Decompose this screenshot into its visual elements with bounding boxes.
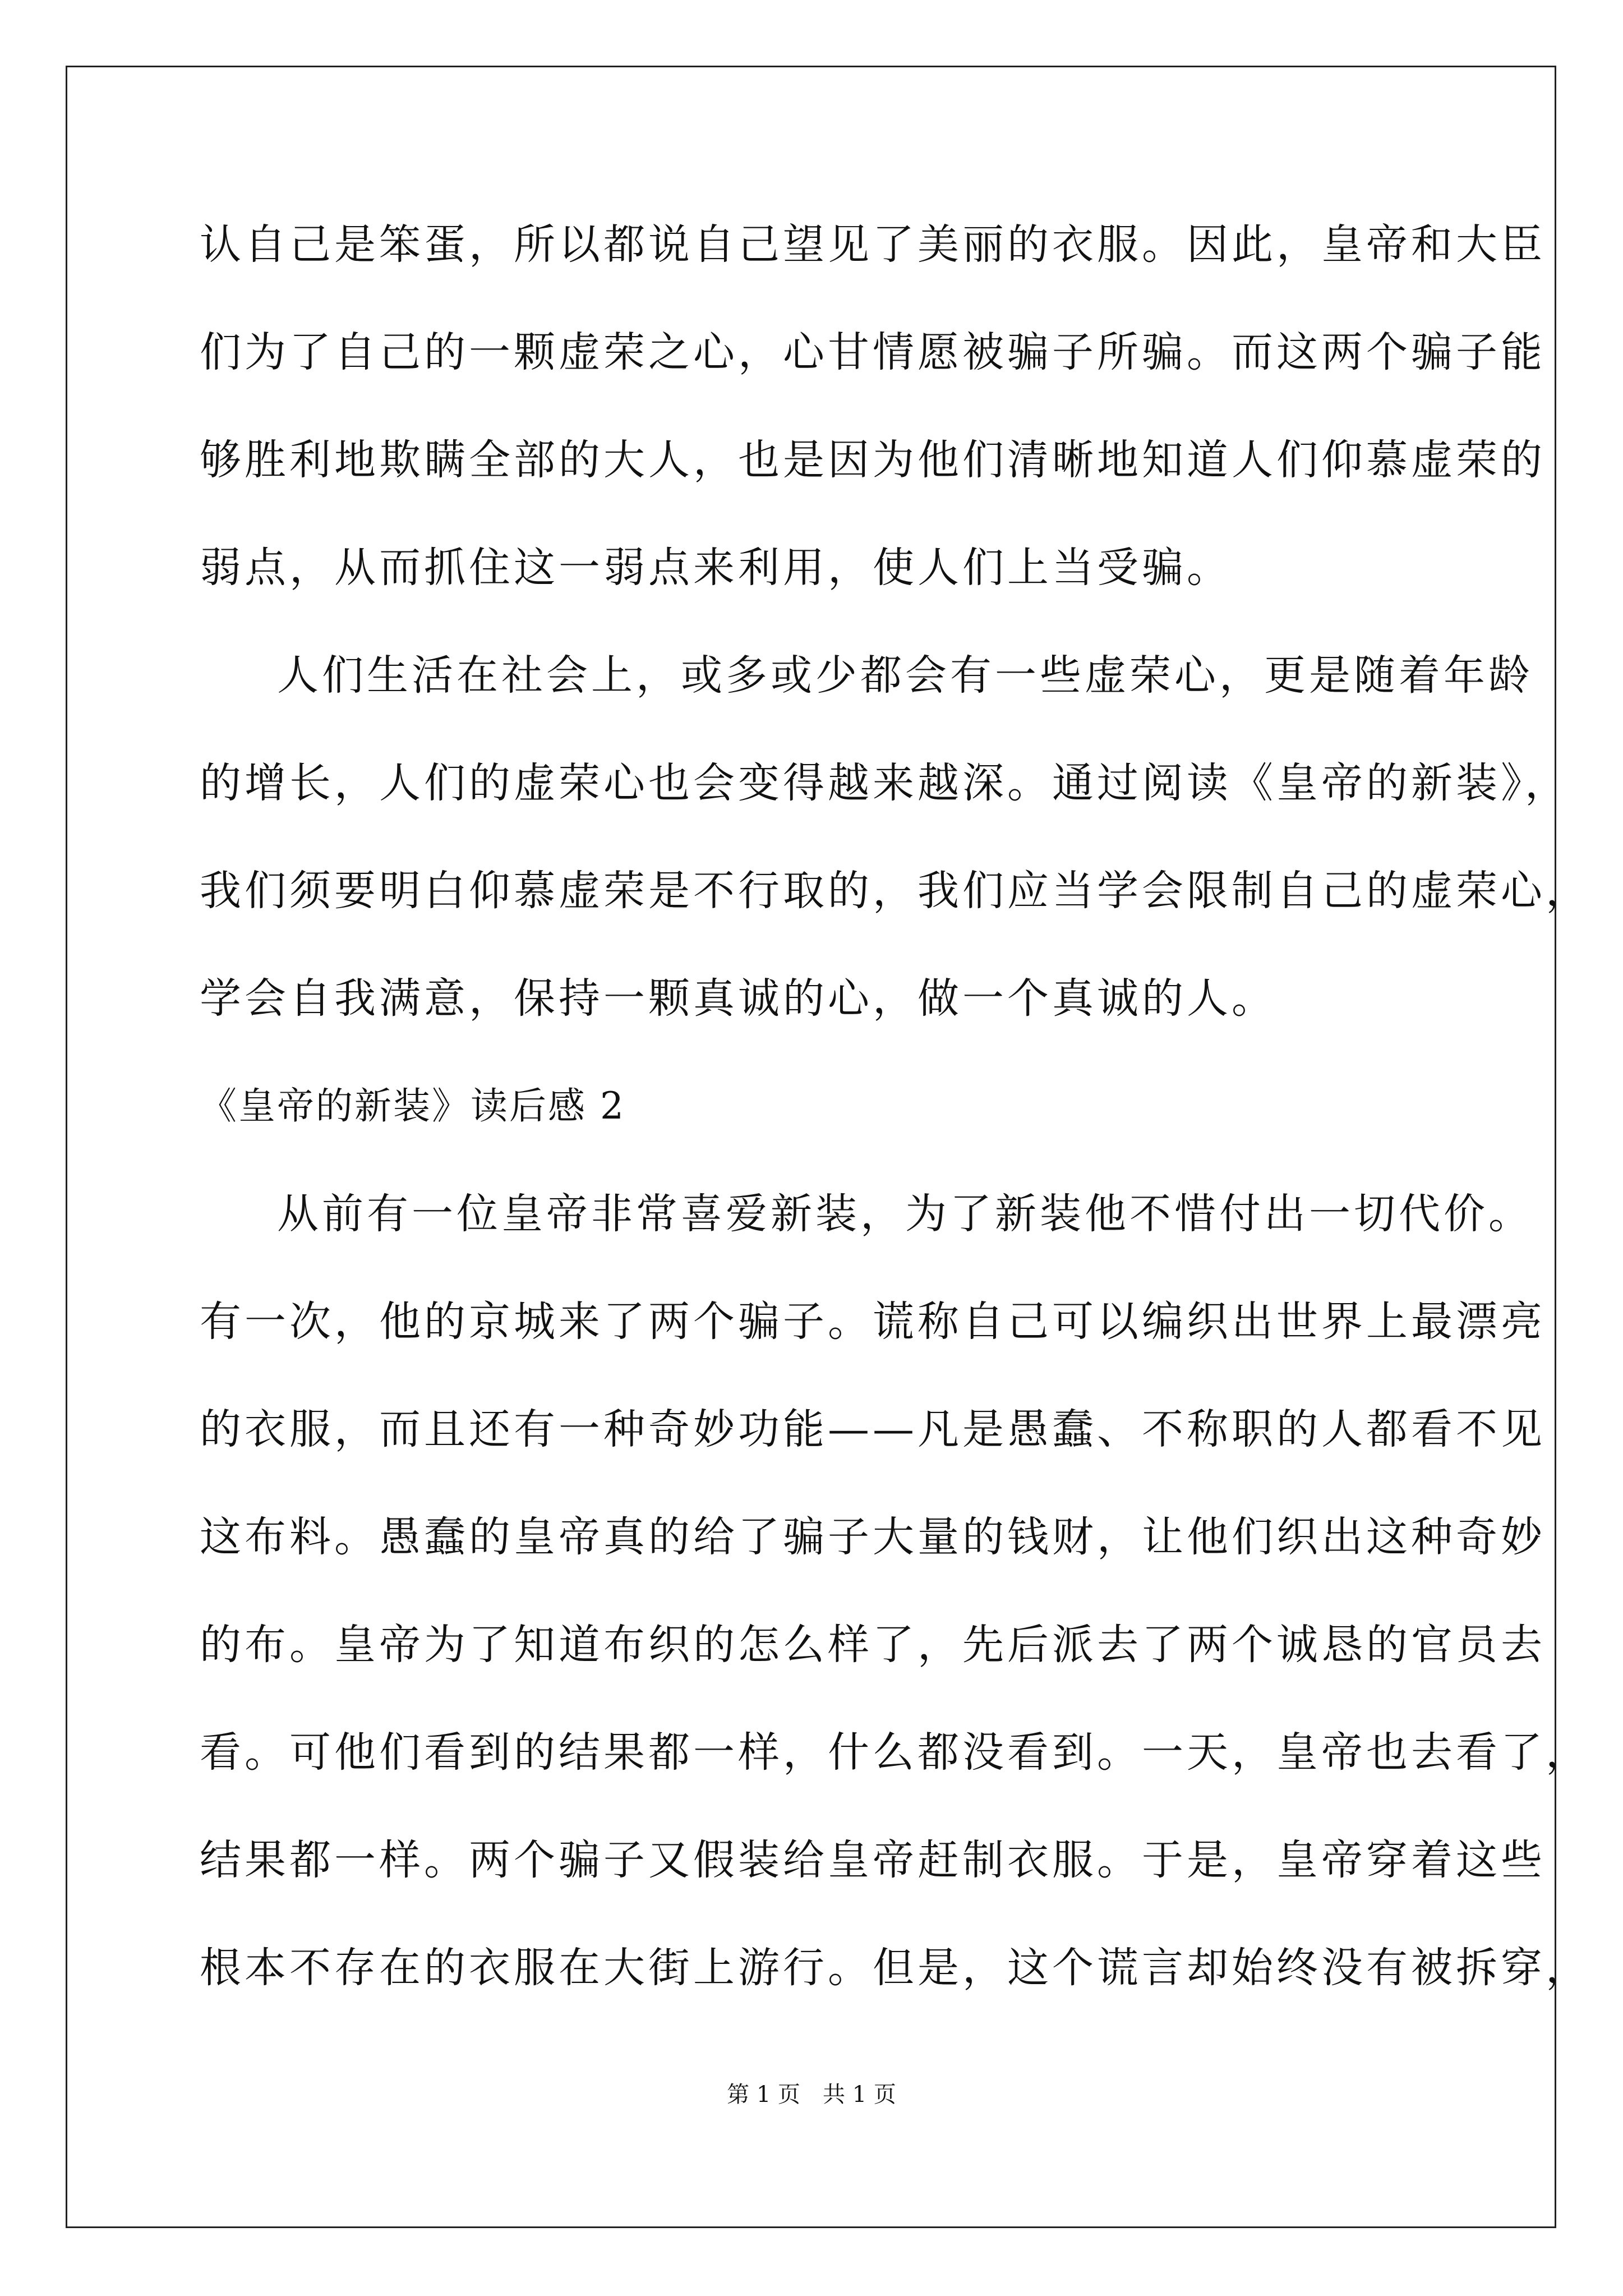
body-line-5: 人们生活在社会上，或多或少都会有一些虚荣心，更是随着年龄 xyxy=(277,651,1533,700)
body-line-4: 弱点，从而抓住这一弱点来利用，使人们上当受骗。 xyxy=(200,544,1232,592)
body-line-2: 们为了自己的一颗虚荣之心，心甘情愿被骗子所骗。而这两个骗子能 xyxy=(200,328,1546,376)
body-line-15: 结果都一样。两个骗子又假装给皇帝赶制衣服。于是，皇帝穿着这些 xyxy=(200,1836,1546,1884)
body-line-11: 的衣服，而且还有一种奇妙功能——凡是愚蠢、不称职的人都看不见 xyxy=(200,1405,1546,1453)
page-footer: 第 1 页 共 1 页 xyxy=(727,2082,896,2108)
body-line-6: 的增长，人们的虚荣心也会变得越来越深。通过阅读《皇帝的新装》， xyxy=(200,759,1570,807)
body-line-7: 我们须要明白仰慕虚荣是不行取的，我们应当学会限制自己的虚荣心， xyxy=(200,867,1590,915)
body-line-10: 有一次，他的京城来了两个骗子。谎称自己可以编织出世界上最漂亮 xyxy=(200,1297,1546,1346)
body-line-1: 认自己是笨蛋，所以都说自己望见了美丽的衣服。因此，皇帝和大臣 xyxy=(200,220,1546,269)
page-border xyxy=(66,66,1556,2228)
body-line-16: 根本不存在的衣服在大街上游行。但是，这个谎言却始终没有被拆穿， xyxy=(200,1944,1590,1992)
body-line-3: 够胜利地欺瞒全部的大人，也是因为他们清晰地知道人们仰慕虚荣的 xyxy=(200,436,1546,484)
body-line-8: 学会自我满意，保持一颗真诚的心，做一个真诚的人。 xyxy=(200,974,1276,1023)
body-line-13: 的布。皇帝为了知道布织的怎么样了，先后派去了两个诚恳的官员去 xyxy=(200,1621,1546,1669)
section-heading: 《皇帝的新装》读后感 2 xyxy=(200,1084,625,1128)
body-line-12: 这布料。愚蠢的皇帝真的给了骗子大量的钱财，让他们织出这种奇妙 xyxy=(200,1513,1546,1561)
body-line-9: 从前有一位皇帝非常喜爱新装，为了新装他不惜付出一切代价。 xyxy=(277,1190,1533,1238)
body-line-14: 看。可他们看到的结果都一样，什么都没看到。一天，皇帝也去看了， xyxy=(200,1728,1590,1777)
